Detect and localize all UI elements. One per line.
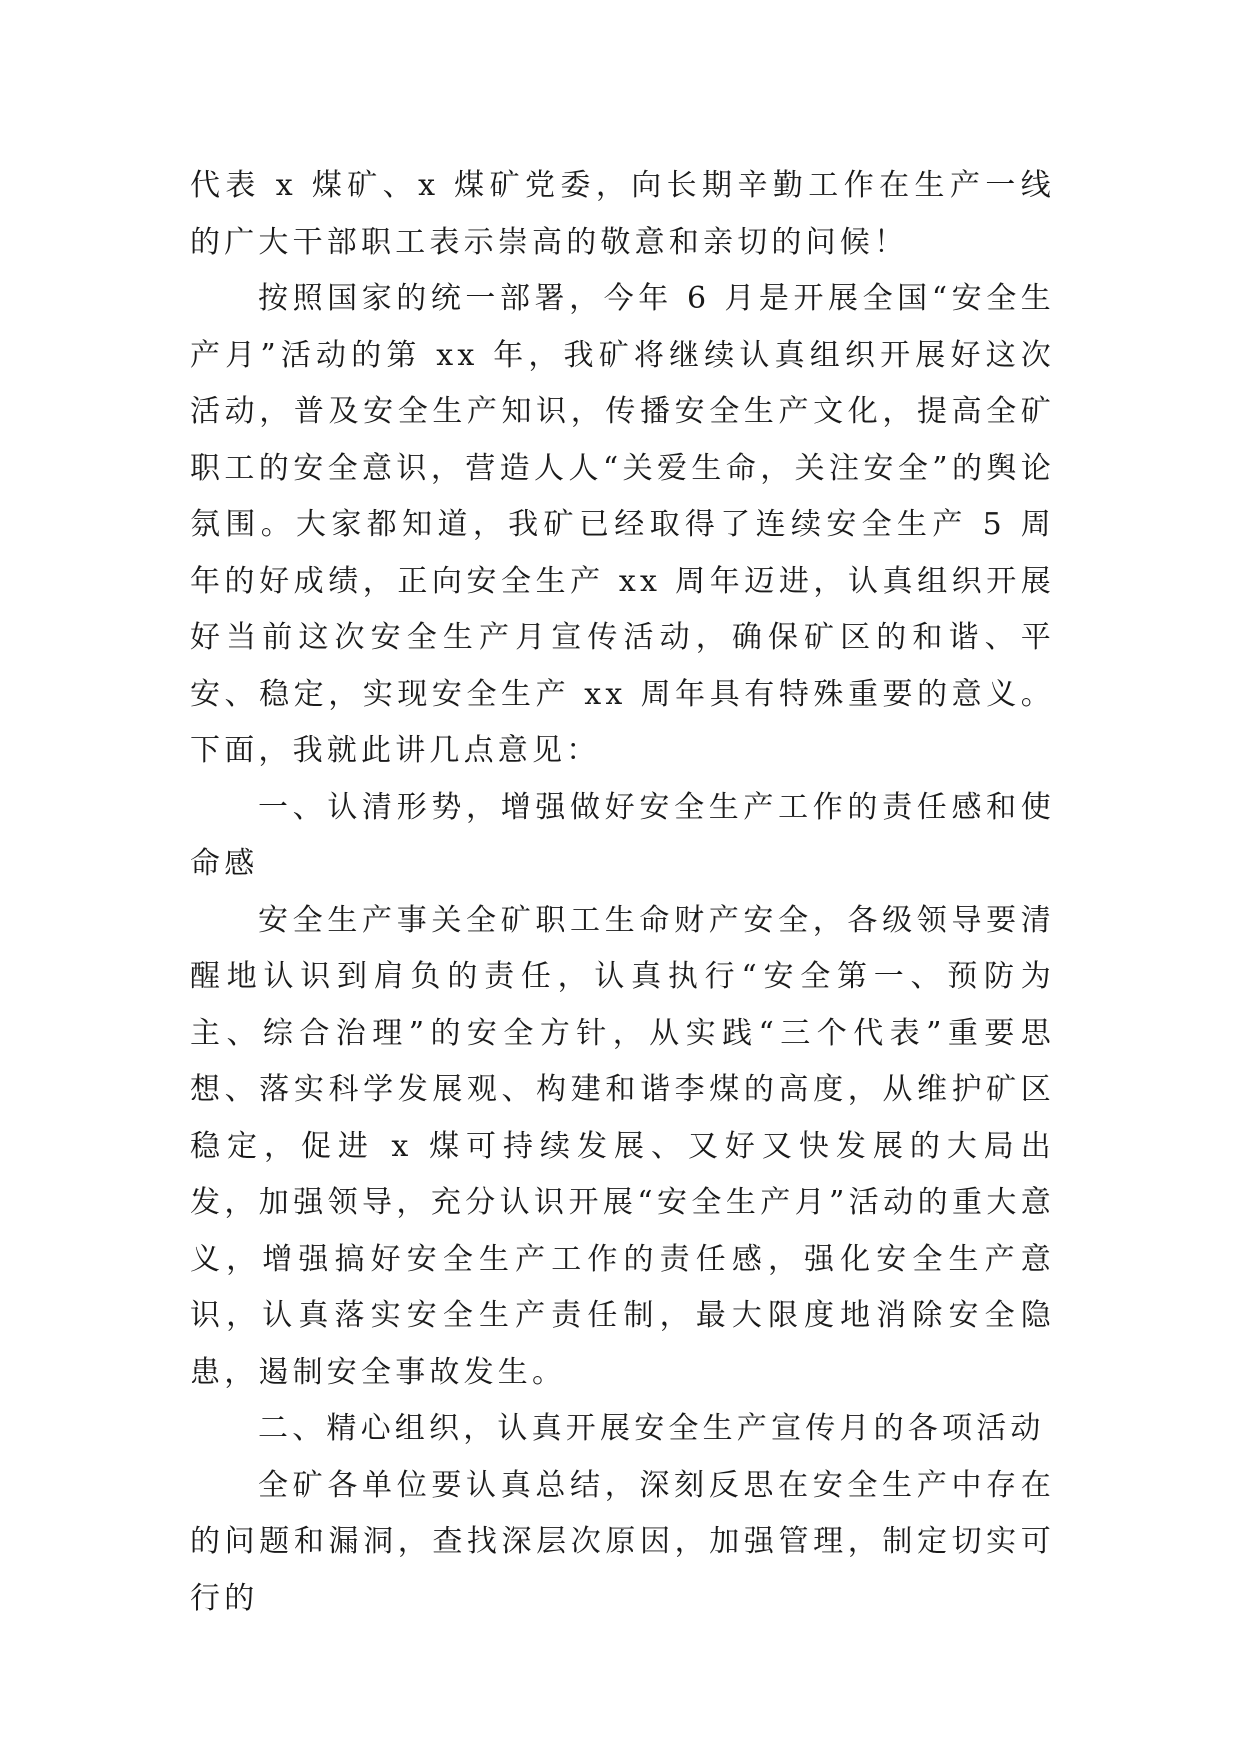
- paragraph-responsibility: 安全生产事关全矿职工生命财产安全，各级领导要清醒地认识到肩负的责任，认真执行“安全第一、预防为主、综合治理”的安全方针，从实践“三个代表”重要思想、落实科学发展观、构建和谐李煤的高度，从维护矿区稳定，促进 x 煤可持续发展、又好又快发展的大局出发，加强领导，充分认识开展“安全生产月”活动的重大意义，增强搞好安全生产工作的责任感，强化安全生产意识，认真落实安全生产责任制，最大限度地消除安全隐患，遏制安全事故发生。: [190, 902, 1055, 1390]
- paragraph-greeting-continued: 代表 x 煤矿、x 煤矿党委，向长期辛勤工作在生产一线的广大干部职工表示崇高的敬意和亲切的问候！: [190, 168, 1055, 260]
- paragraph-safety-month-intro: 按照国家的统一部署，今年 6 月是开展全国“安全生产月”活动的第 xx 年，我矿将继续认真组织开展好这次活动，普及安全生产知识，传播安全生产文化，提高全矿职工的安全意识，营造人人“关爱生命，关注安全”的舆论氛围。大家都知道，我矿已经取得了连续安全生产 5 周年的好成绩，正向安全生产 xx 周年迈进，认真组织开展好当前这次安全生产月宣传活动，确保矿区的和谐、平安、稳定，实现安全生产 xx 周年具有特殊重要的意义。下面，我就此讲几点意见：: [190, 281, 1055, 768]
- section-heading-2: 二、精心组织，认真开展安全生产宣传月的各项活动: [258, 1411, 1045, 1446]
- paragraph-activities: 全矿各单位要认真总结，深刻反思在安全生产中存在的问题和漏洞，查找深层次原因，加强管理，制定切实可行的: [190, 1467, 1055, 1616]
- section-heading-1: 一、认清形势，增强做好安全生产工作的责任感和使命感: [190, 789, 1055, 881]
- document-body: [190, 158, 1055, 1627]
